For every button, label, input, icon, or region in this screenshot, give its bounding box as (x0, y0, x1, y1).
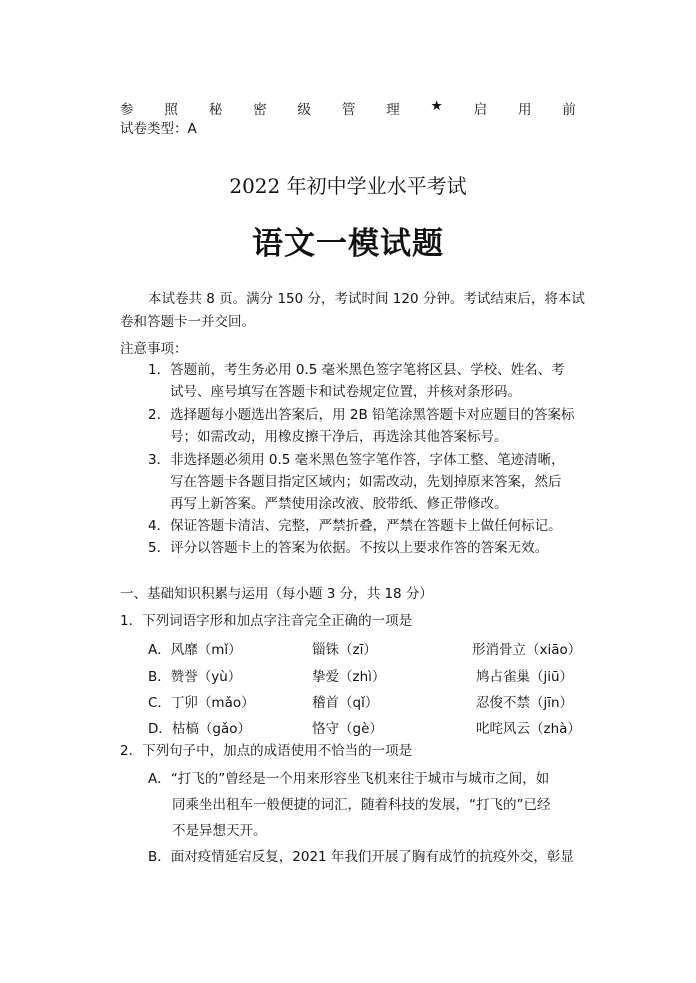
note-line: 写在答题卡各题目指定区域内；如需改动，先划掉原来答案，然后 (170, 474, 562, 490)
intro-line: 卷和答题卡一并交回。 (120, 314, 255, 330)
option-c-word3: 忍俊不禁（jīn） (476, 695, 574, 711)
intro-line: 本试卷共 8 页。满分 150 分，考试时间 120 分钟。考试结束后，将本试 (148, 291, 585, 307)
star-mark: ★ (430, 98, 443, 114)
q2-option-b-line: B．面对疫情延宕反复，2021 年我们开展了胸有成竹的抗疫外交，彰显 (148, 849, 574, 865)
header-char: 照 (164, 102, 178, 118)
header-char: 管 (341, 102, 356, 118)
option-b-word2: 挚爱（zhì） (312, 669, 386, 685)
note-line: 试号、座号填写在答题卡和试卷规定位置，并核对条形码。 (170, 384, 521, 400)
section-heading: 一、基础知识积累与运用（每小题 3 分，共 18 分） (120, 586, 433, 602)
exam-title: 2022 年初中学业水平考试 (229, 174, 467, 198)
confidential-header (120, 98, 576, 118)
note-line: 4．保证答题卡清洁、完整，严禁折叠，严禁在答题卡上做任何标记。 (148, 518, 562, 534)
option-a-word2: 锱铢（zī） (312, 642, 377, 658)
q2-option-a-line: A．“打飞的”曾经是一个用来形容坐飞机来往于城市与城市之间，如 (148, 771, 550, 787)
note-line: 2．选择题每小题选出答案后，用 2B 铅笔涂黑答题卡对应题目的答案标 (148, 407, 575, 423)
subject-title: 语文一模试题 (252, 226, 444, 262)
note-line: 1．答题前，考生务必用 0.5 毫米黑色签字笔将区县、学校、姓名、考 (148, 362, 565, 378)
header-char: 前 (562, 102, 576, 118)
option-c-word2: 稽首（qǐ） (312, 695, 379, 711)
header-char: 秘 (208, 102, 223, 118)
option-d-word1: D．枯槁（gǎo） (148, 721, 251, 737)
header-char: 级 (297, 102, 311, 118)
option-a-word3: 形消骨立（xiāo） (472, 642, 582, 658)
option-b-word3: 鸠占雀巢（jiū） (476, 669, 574, 685)
header-char: 参 (120, 102, 134, 118)
option-a-word1: A．风靡（mǐ） (148, 642, 242, 658)
option-b-word1: B．赞誉（yù） (148, 669, 242, 685)
option-d-word2: 恪守（gè） (312, 721, 383, 737)
q2-option-a-line: 不是异想天开。 (172, 823, 267, 839)
header-char: 启 (473, 102, 488, 118)
header-char: 密 (253, 102, 267, 118)
q2-option-a-line: 同乘坐出租车一般便捷的词汇，随着科技的发展，“打飞的”已经 (172, 797, 551, 813)
paper-type: 试卷类型：A (120, 121, 197, 137)
header-char: 理 (386, 102, 400, 118)
option-d-word3: 叱咤风云（zhà） (476, 721, 581, 737)
note-line: 5．评分以答题卡上的答案为依据。不按以上要求作答的答案无效。 (148, 540, 549, 556)
option-c-word1: C．丁卯（mǎo） (148, 695, 255, 711)
question-stem: 2．下列句子中，加点的成语使用不恰当的一项是 (120, 743, 413, 759)
question-stem: 1．下列词语字形和加点字注音完全正确的一项是 (120, 613, 413, 629)
note-line: 号；如需改动，用橡皮擦干净后，再选涂其他答案标号。 (170, 429, 508, 445)
note-line: 3．非选择题必须用 0.5 毫米黑色签字笔作答，字体工整、笔迹清晰， (148, 452, 565, 468)
notes-heading: 注意事项： (120, 341, 188, 357)
header-char: 用 (517, 102, 532, 118)
note-line: 再写上新答案。严禁使用涂改液、胶带纸、修正带修改。 (170, 496, 508, 512)
